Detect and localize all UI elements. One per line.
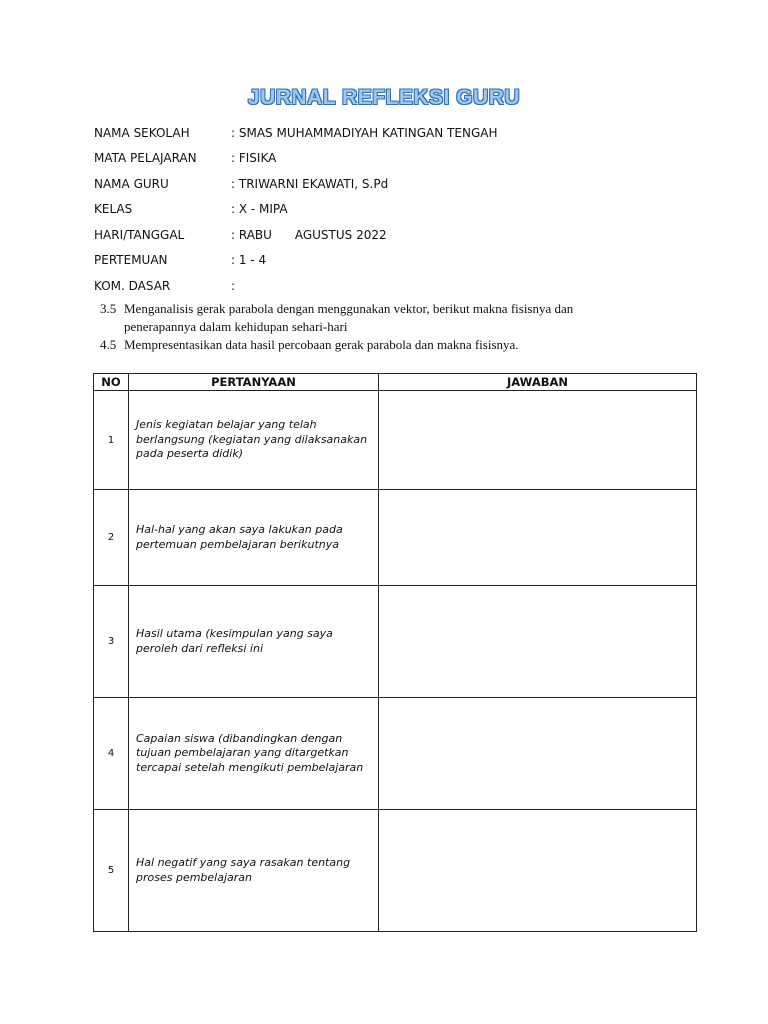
table-row: [94, 810, 697, 932]
table-row: [94, 490, 697, 586]
info-value: : RABU AGUSTUS 2022: [231, 227, 387, 242]
info-label: PERTEMUAN: [94, 253, 168, 268]
info-row-date: [94, 222, 497, 248]
row-number: 2: [94, 490, 129, 586]
header-no: NO: [94, 374, 129, 391]
row-answer-cell[interactable]: [379, 698, 697, 810]
info-value: : SMAS MUHAMMADIYAH KATINGAN TENGAH: [231, 125, 498, 140]
row-question: Hasil utama (kesimpulan yang saya peroleh dari refleksi ini: [129, 586, 379, 698]
info-section: [94, 120, 497, 299]
table-row: [94, 698, 697, 810]
table-header-row: [94, 374, 697, 391]
info-value: : 1 - 4: [231, 253, 267, 268]
row-question: Hal negatif yang saya rasakan tentang proses pembelajaran: [129, 810, 379, 932]
row-number: 4: [94, 698, 129, 810]
competency-number: 4.5: [100, 337, 117, 352]
competency-text: Menganalisis gerak parabola dengan menggunakan vektor, berikut makna fisisnya dan penerapannya dalam kehidupan sehari-hari: [124, 301, 574, 334]
header-answer: JAWABAN: [379, 374, 697, 391]
info-label: MATA PELAJARAN: [94, 151, 197, 166]
info-row-meeting: [94, 248, 497, 274]
competency-list: [100, 300, 640, 354]
info-row-school: [94, 120, 497, 146]
row-answer-cell[interactable]: [379, 391, 697, 490]
table-row: [94, 391, 697, 490]
row-number: 1: [94, 391, 129, 490]
row-answer-cell[interactable]: [379, 810, 697, 932]
info-row-competency: [94, 273, 497, 299]
info-label: HARI/TANGGAL: [94, 227, 185, 242]
info-label: KELAS: [94, 202, 133, 217]
row-number: 3: [94, 586, 129, 698]
reflection-table: [93, 373, 697, 932]
info-label: NAMA GURU: [94, 176, 169, 191]
row-question: Hal-hal yang akan saya lakukan pada pertemuan pembelajaran berikutnya: [129, 490, 379, 586]
info-label: NAMA SEKOLAH: [94, 125, 190, 140]
info-row-class: [94, 197, 497, 223]
info-value: : FISIKA: [231, 151, 277, 166]
competency-item: [100, 336, 640, 354]
competency-item: [100, 300, 640, 336]
competency-text: Mempresentasikan data hasil percobaan gerak parabola dan makna fisisnya.: [124, 337, 519, 352]
row-number: 5: [94, 810, 129, 932]
page-title: JURNAL REFLEKSI GURU: [247, 86, 521, 109]
info-value: :: [231, 278, 236, 293]
header-question: PERTANYAAN: [129, 374, 379, 391]
info-row-teacher: [94, 171, 497, 197]
row-answer-cell[interactable]: [379, 586, 697, 698]
competency-number: 3.5: [100, 301, 117, 316]
row-answer-cell[interactable]: [379, 490, 697, 586]
info-row-subject: [94, 146, 497, 172]
table-row: [94, 586, 697, 698]
row-question: Jenis kegiatan belajar yang telah berlangsung (kegiatan yang dilaksanakan pada peserta didik): [129, 391, 379, 490]
info-label: KOM. DASAR: [94, 278, 171, 293]
info-value: : X - MIPA: [231, 202, 288, 217]
row-question: Capaian siswa (dibandingkan dengan tujuan pembelajaran yang ditargetkan tercapai setelah mengikuti pembelajaran: [129, 698, 379, 810]
info-value: : TRIWARNI EKAWATI, S.Pd: [231, 176, 389, 191]
